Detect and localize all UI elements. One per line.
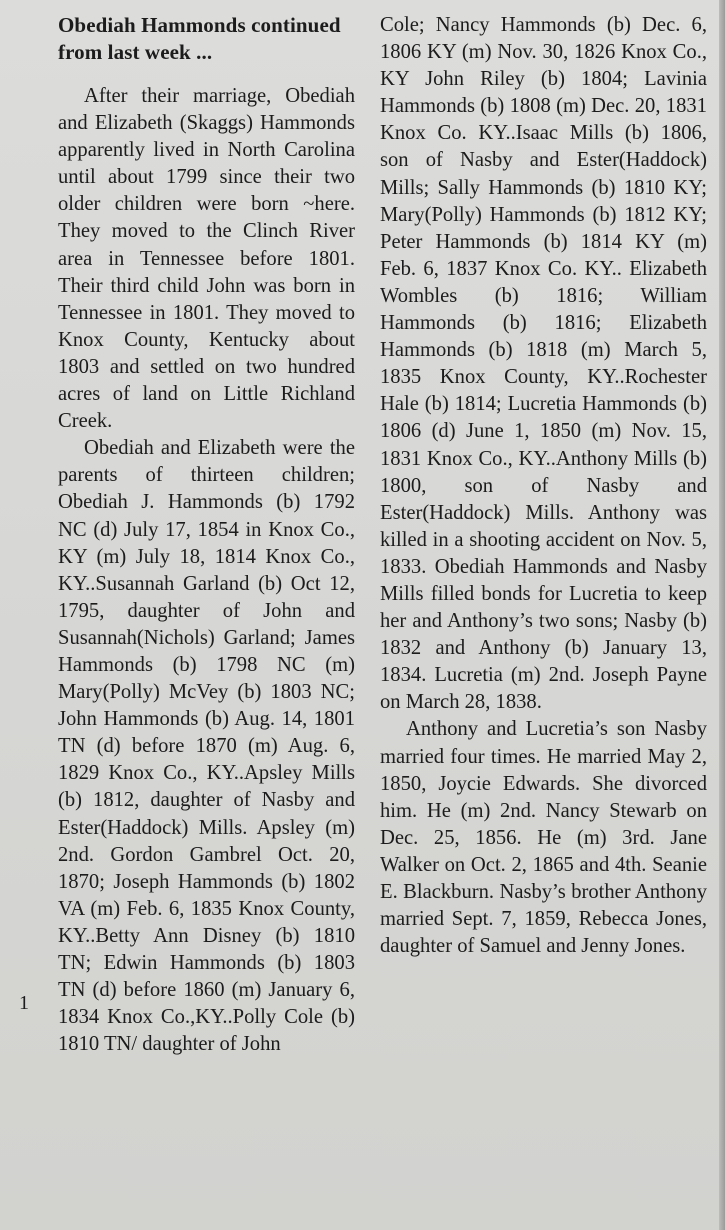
paragraph-text: Cole; Nancy Hammonds (b) Dec. 6, 1806 KY (m) Nov. 30, 1826 Knox Co., KY John Riley (b) 1804; Lavinia Hammonds (b) 1808 (m) Dec. 20, 1831 Knox Co. KY..Isaac Mills (b) 1806, son of Nasby and Ester(Haddock) Mills; Sally Hammonds (b) 1810 KY; Mary(Polly) Hammonds (b) 1812 KY; Peter Hammonds (b) 1814 KY (m) Feb. 6, 1837 Knox Co. KY.. Elizabeth Wombles (b) 1816; William Hammonds (b) 1816; Elizabeth Hammonds (b) 1818 (m) March 5, 1835 Knox County, KY..Rochester Hale (b) 1814; Lucretia Hammonds (b) 1806 (d) June 1, 1850 (m) Nov. 15, 1831 Knox Co., KY..Anthony Mills (b) 1800, son of Nasby and Ester(Haddock) Mills. Anthony was killed in a shooting accident on Nov. 5, 1833. Obediah Hammonds and Nasby Mills filled bonds for Lucretia to keep her and Anthony’s two sons; Nasby (b) 1832 and Anthony (b) January 13, 1834. Lucretia (m) 2nd. Joseph Payne on March 28, 1838. (380, 14, 707, 714)
paragraph-marriage (58, 83, 355, 435)
paragraph-text: After their marriage, Obediah and Elizabeth (Skaggs) Hammonds apparently lived in North Carolina until about 1799 since their two older children were born ~here. They moved to the Clinch River area in Tennessee before 1801. Their third child John was born in Tennessee in 1801. They moved to Knox County, Kentucky about 1803 and settled on two hundred acres of land on Little Richland Creek. (58, 85, 355, 433)
page-edge (719, 0, 725, 1230)
paragraph-children (58, 435, 355, 1058)
paragraph-text: Anthony and Lucretia’s son Nasby married four times. He married May 2, 1850, Joycie Edwards. She divorced him. He (m) 2nd. Nancy Stewarb on Dec. 25, 1856. He (m) 3rd. Jane Walker on Oct. 2, 1865 and 4th. Seanie E. Blackburn. Nasby’s brother Anthony married Sept. 7, 1859, Rebecca Jones, daughter of Samuel and Jenny Jones. (380, 718, 707, 958)
margin-mark: 1 (19, 992, 29, 1014)
paragraph-text: Obediah and Elizabeth were the parents of thirteen children; Obediah J. Hammonds (b) 1792 NC (d) July 17, 1854 in Knox Co., KY (m) July 18, 1814 Knox Co., KY..Susannah Garland (b) Oct 12, 1795, daughter of John and Susannah(Nichols) Garland; James Hammonds (b) 1798 NC (m) Mary(Polly) McVey (b) 1803 NC; John Hammonds (b) Aug. 14, 1801 TN (d) before 1870 (m) Aug. 6, 1829 Knox Co., KY..Apsley Mills (b) 1812, daughter of Nasby and Ester(Haddock) Mills. Apsley (m) 2nd. Gordon Gambrel Oct. 20, 1870; Joseph Hammonds (b) 1802 VA (m) Feb. 6, 1835 Knox County, KY..Betty Ann Disney (b) 1810 TN; Edwin Hammonds (b) 1803 TN (d) before 1860 (m) January 6, 1834 Knox Co.,KY..Polly Cole (b) 1810 TN/ daughter of John (58, 437, 355, 1056)
paragraph-children-continued (380, 12, 707, 716)
article-right-column (380, 12, 707, 960)
paragraph-nasby (380, 716, 707, 960)
article-left-column (58, 12, 355, 1058)
article-headline: Obediah Hammonds continued from last week ... (58, 13, 341, 64)
